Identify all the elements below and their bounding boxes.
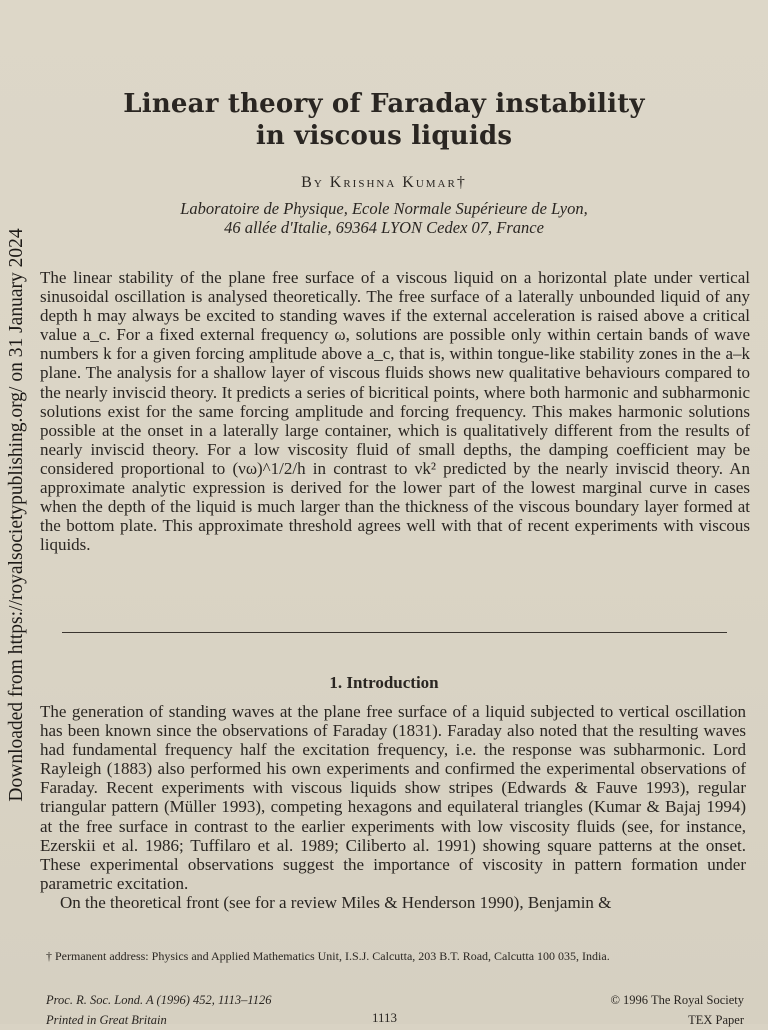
download-watermark (2, 228, 32, 802)
affiliation-line-2: 46 allée d'Italie, 69364 LYON Cedex 07, France (224, 218, 544, 237)
title-line-1: Linear theory of Faraday instability (123, 89, 645, 119)
footnote: † Permanent address: Physics and Applied Mathematics Unit, I.S.J. Calcutta, 203 B.T. Road, Calcutta 100 035, India. (46, 949, 610, 963)
introduction-body (40, 702, 746, 912)
intro-paragraph-1: The generation of standing waves at the plane free surface of a liquid subjected to vertical oscillation has been known since the observations of Faraday (1831). Faraday also noted that the resulting waves had fundamental frequency half the excitation frequency, i.e. the response was subharmonic. Lord Rayleigh (1883) also performed his own experiments and confirmed the experimental observations of Faraday. Recent experiments with viscous liquids show stripes (Edwards & Fauve 1993), regular triangular pattern (Müller 1993), competing hexagons and equilateral triangles (Kumar & Bajaj 1994) at the free surface in contrast to the earlier experiments with low viscosity fluids (see, for instance, Ezerskii et al. 1986; Tuffilaro et al. 1989; Ciliberto al. 1991) showing square patterns at the onset. These experimental observations suggest the importance of viscosity in pattern formation under parametric excitation. (40, 702, 746, 893)
affiliation-line-1: Laboratoire de Physique, Ecole Normale Supérieure de Lyon, (180, 199, 588, 218)
page-number: 1113 (372, 1010, 398, 1025)
footer-citation-block (46, 990, 386, 1030)
abstract-divider (62, 632, 727, 633)
affiliation (0, 199, 768, 237)
copyright: © 1996 The Royal Society (610, 993, 744, 1007)
section-heading: 1. Introduction (329, 673, 439, 692)
download-note: Downloaded from https://royalsocietypublishing.org/ on 31 January 2024 (6, 228, 27, 802)
abstract-text: The linear stability of the plane free surface of a viscous liquid on a horizontal plate under vertical sinusoidal oscillation is analysed theoretically. The free surface of a laterally unbounded liquid of any depth h may always be excited to standing waves if the external acceleration is raised above a critical value a_c. For a fixed external frequency ω, solutions are possible only within certain bands of wave numbers k for a given forcing amplitude above a_c, that is, within tongue-like stability zones in the a–k plane. The analysis for a shallow layer of viscous fluids shows new qualitative behaviours compared to the nearly inviscid theory. It predicts a series of bicritical points, where both harmonic and subharmonic solutions exist for the same forcing amplitude and forcing frequency. This makes harmonic solutions possible at the onset in a laterally large container, which is qualitatively different from the results of nearly inviscid theory. For a low viscosity fluid of small depths, the damping coefficient may be considered proportional to (νω)^1/2/h in contrast to νk² predicted by the nearly inviscid theory. An approximate analytic expression is derived for the lower part of the lowest marginal curve in cases when the depth of the liquid is much larger than the thickness of the viscous boundary layer formed at the bottom plate. This approximate threshold agrees well with that of recent experiments with viscous liquids. (40, 268, 750, 555)
intro-paragraph-2: On the theoretical front (see for a review Miles & Henderson 1990), Benjamin & (60, 892, 612, 912)
footer-copyright-block (520, 990, 744, 1030)
journal-citation: Proc. R. Soc. Lond. A (1996) 452, 1113–1126 (46, 993, 272, 1007)
title-line-2: in viscous liquids (255, 121, 513, 151)
paper-type: TEX Paper (688, 1013, 744, 1027)
printed-note: Printed in Great Britain (46, 1013, 167, 1027)
author-line: By Krishna Kumar† (301, 174, 467, 191)
paper-title (0, 88, 768, 152)
